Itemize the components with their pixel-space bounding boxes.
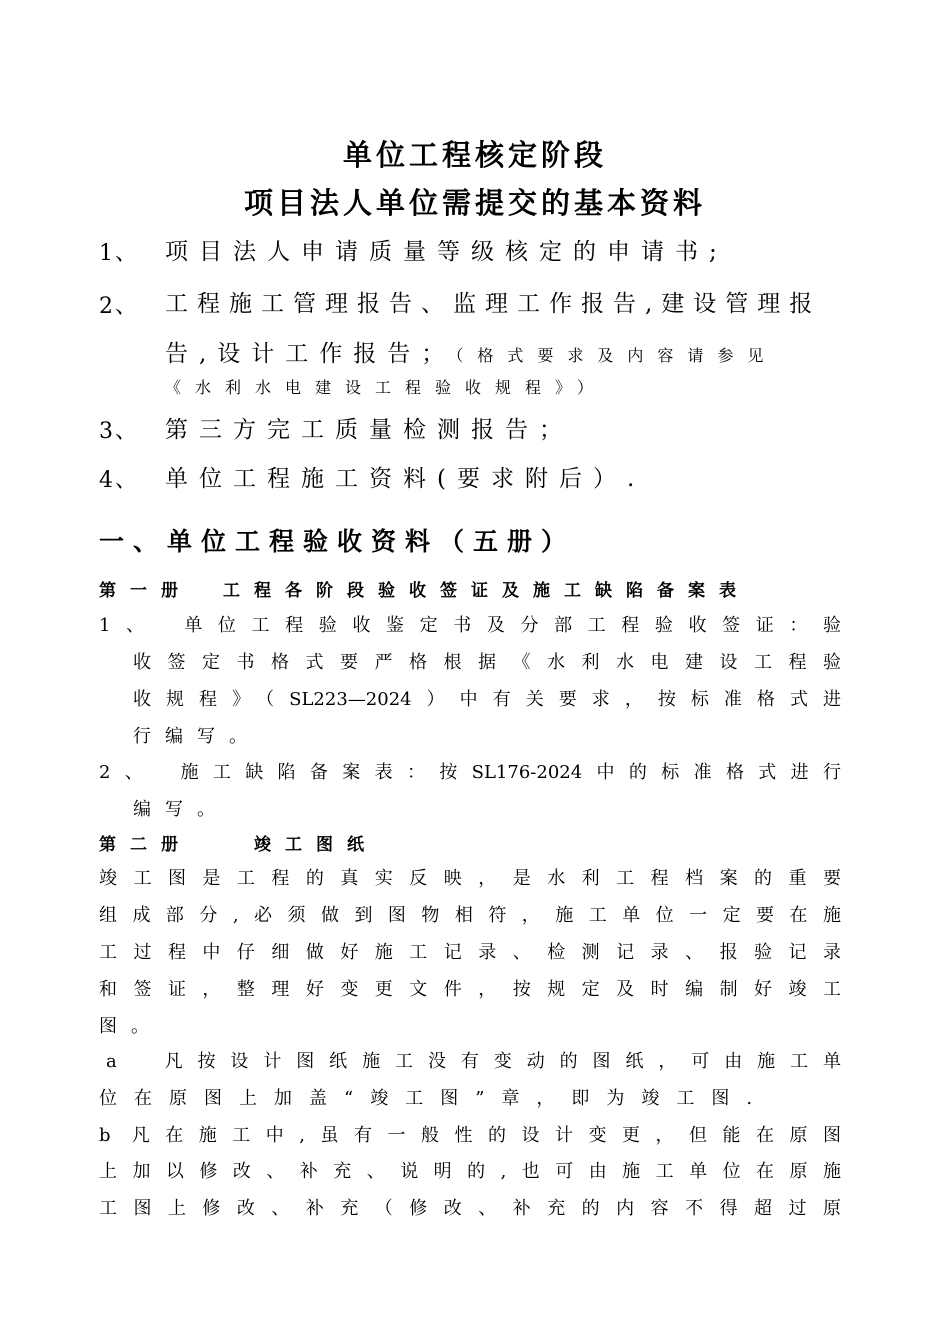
- volume-1-line: 收签定书格式要严格根据《水利水电建设工程验: [133, 652, 841, 673]
- volume-2-line: a 凡按设计图纸施工没有变动的图纸，可由施工单: [106, 1051, 841, 1072]
- item-4-number: 4、: [99, 468, 139, 493]
- volume-1-heading: 第一册 工程各阶段验收签证及施工缺陷备案表: [99, 581, 750, 601]
- item-2-continuation: [165, 335, 777, 368]
- section-1-heading: 一、单位工程验收资料（五册）: [99, 527, 576, 556]
- item-2-text: 工程施工管理报告、监理工作报告,建设管理报: [165, 291, 822, 317]
- doc-title-line2: 项目法人单位需提交的基本资料: [243, 186, 706, 220]
- volume-2-line: 工过程中仔细做好施工记录、检测记录、报验记录: [99, 942, 841, 963]
- volume-2-line: 竣工图是工程的真实反映，是水利工程档案的重要: [99, 868, 841, 889]
- volume-2-line: 和签证，整理好变更文件，按规定及时编制好竣工: [99, 979, 841, 1000]
- volume-2-line: 工图上修改、补充（修改、补充的内容不得超过原: [99, 1198, 841, 1219]
- item-1-number: 1、: [99, 241, 139, 266]
- item-1-text: 项目法人申请质量等级核定的申请书;: [165, 239, 728, 265]
- volume-1-line: 收规程》（SL223—2024）中有关要求，按标准格式进: [133, 689, 841, 710]
- item-2-note-part2: 《水利水电建设工程验收规程》）: [165, 378, 608, 397]
- volume-1-line: 1、 单位工程验收鉴定书及分部工程验收签证：验: [99, 615, 841, 636]
- item-4-text: 单位工程施工资料(要求附后）.: [165, 466, 646, 492]
- volume-1-line: 行编写。: [133, 726, 261, 747]
- item-3-number: 3、: [99, 419, 139, 444]
- volume-2-line: 上加以修改、补充、说明的,也可由施工单位在原施: [99, 1161, 841, 1182]
- volume-1-line: 2、 施工缺陷备案表：按SL176-2024中的标准格式进行: [99, 762, 841, 783]
- item-3-text: 第三方完工质量检测报告；: [165, 417, 573, 443]
- volume-2-line: 组成部分,必须做到图物相符，施工单位一定要在施: [99, 905, 841, 926]
- volume-1-line: 编写。: [133, 799, 229, 820]
- doc-title-line1: 单位工程核定阶段: [342, 138, 607, 172]
- volume-2-line: b 凡在施工中,虽有一般性的设计变更，但能在原图: [99, 1125, 841, 1146]
- volume-2-heading: 第二册 竣工图纸: [99, 835, 378, 855]
- item-2-number: 2、: [99, 294, 139, 319]
- item-2-cont-text: 告,设计工作报告；: [165, 341, 456, 367]
- volume-2-line: 位在原图上加盖“竣工图”章，即为竣工图.: [99, 1088, 770, 1109]
- item-2-note-part1: （格式要求及内容请参见: [455, 346, 778, 365]
- volume-2-line: 图。: [99, 1016, 163, 1037]
